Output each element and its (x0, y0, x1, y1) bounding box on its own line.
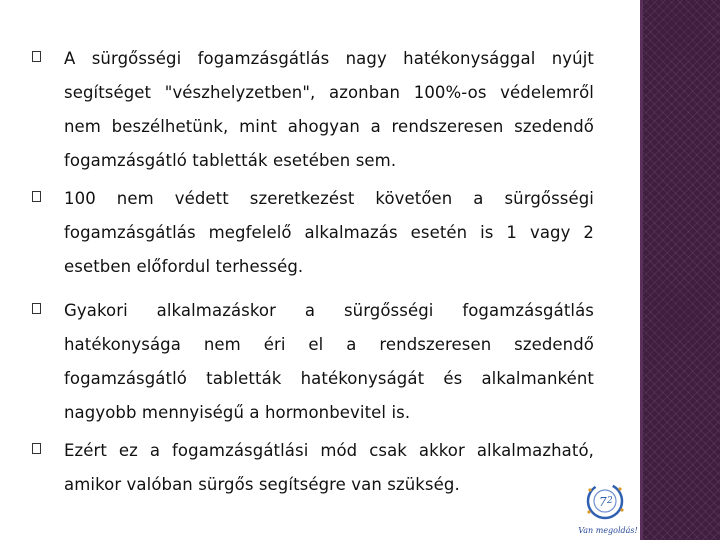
bullet-icon (32, 303, 41, 314)
bullet-list (32, 42, 594, 502)
logo (572, 478, 638, 540)
logo-text: Van megoldás! (578, 526, 638, 535)
decorative-side-band (640, 0, 720, 540)
bullet-icon (32, 191, 41, 202)
bullet-icon (32, 51, 41, 62)
bullet-item (32, 294, 594, 430)
svg-text:2: 2 (607, 496, 613, 506)
bullet-item (32, 42, 594, 178)
bullet-text: 100 nem védett szeretkezést követően a sürgősségi fogamzásgátlás megfelelő alkalmazás esetén is 1 vagy 2 esetben előfordul terhesség. (64, 189, 594, 276)
svg-text:7: 7 (599, 495, 607, 509)
bullet-text: A sürgősségi fogamzásgátlás nagy hatékonysággal nyújt segítséget "vészhelyzetben", azonban 100%-os védelemről nem beszélhetünk, mint ahogyan a rendszeresen szedendő fogamzásgátló tabletták esetében sem. (64, 49, 594, 170)
bullet-text: Gyakori alkalmazáskor a sürgősségi fogamzásgátlás hatékonysága nem éri el a rendszeresen szedendő fogamzásgátló tabletták hatékonyságát és alkalmanként nagyobb mennyiségű a hormonbevitel is. (64, 301, 594, 422)
bullet-item (32, 182, 594, 284)
bullet-icon (32, 443, 41, 454)
logo-icon (572, 478, 638, 528)
bullet-text: Ezért ez a fogamzásgátlási mód csak akkor alkalmazható, amikor valóban sürgős segítségre van szükség. (64, 441, 594, 494)
bullet-item (32, 434, 594, 502)
